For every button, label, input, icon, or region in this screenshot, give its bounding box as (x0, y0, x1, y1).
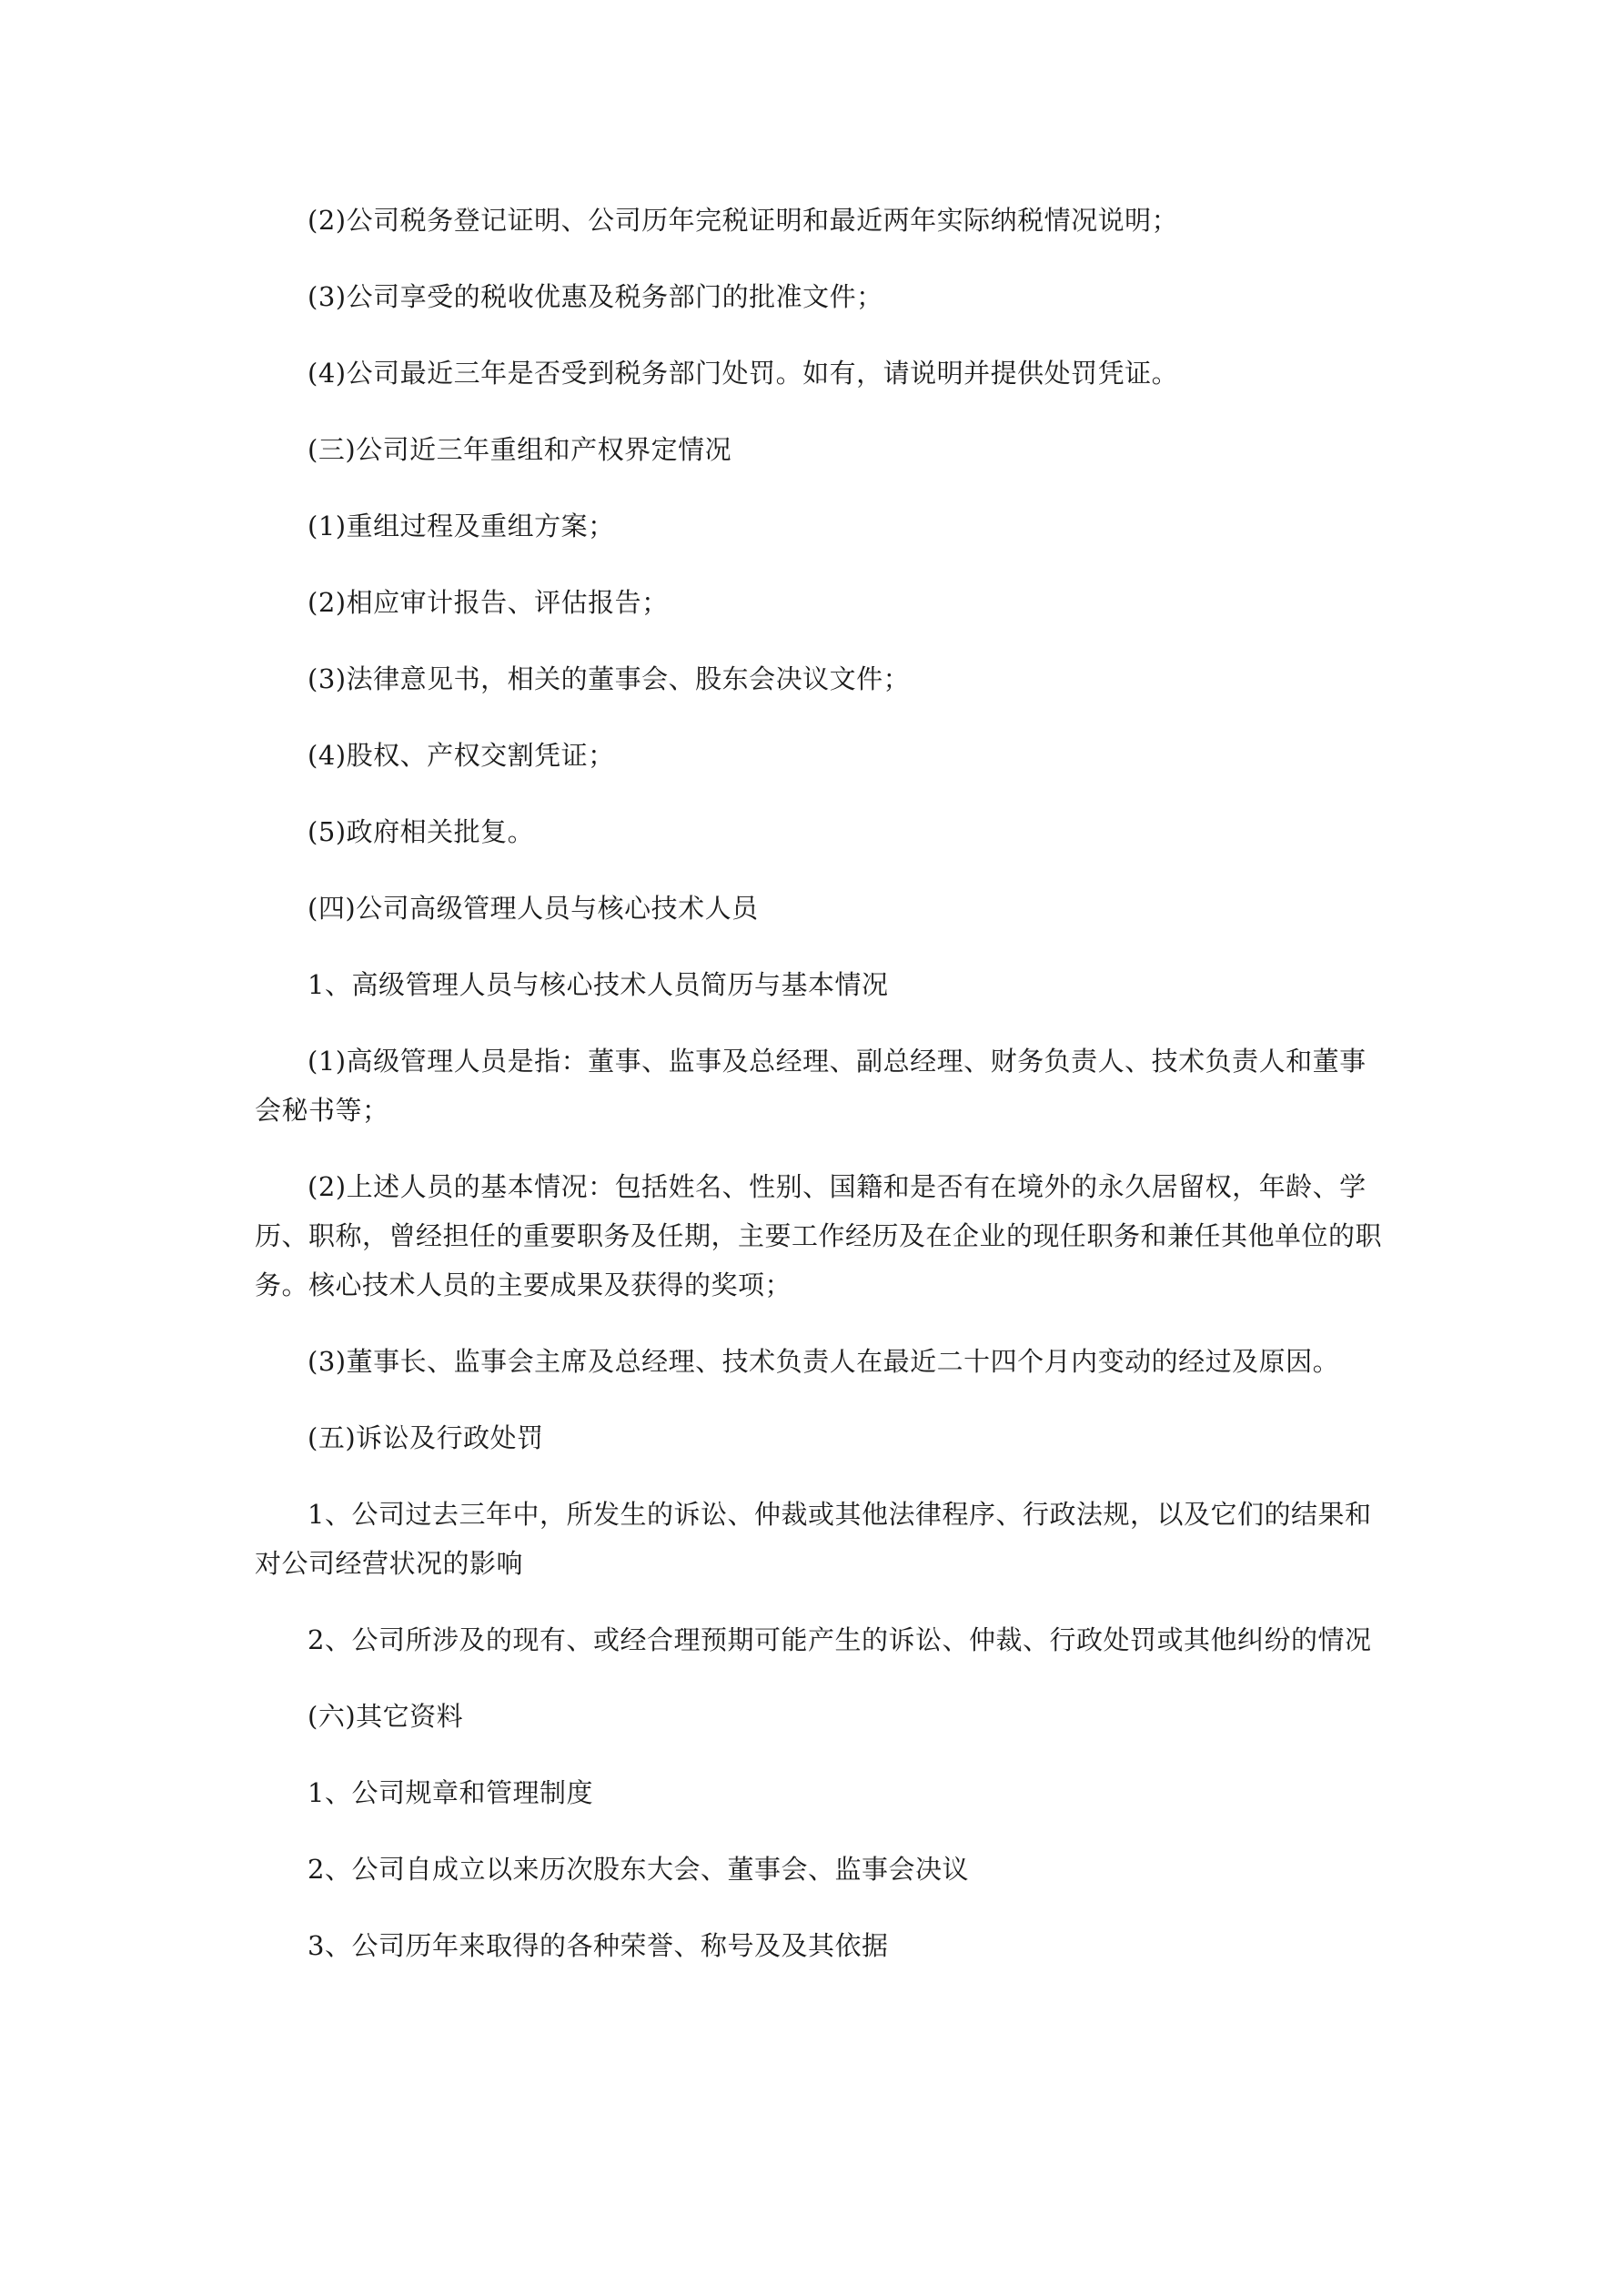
paragraph-past-litigation: 1、公司过去三年中，所发生的诉讼、仲裁或其他法律程序、行政法规，以及它们的结果和对公司经营状况的影响 (255, 1499, 1372, 1579)
section-heading-other: (六)其它资料 (308, 1701, 464, 1732)
paragraph-tax-penalties: (4)公司最近三年是否受到税务部门处罚。如有，请说明并提供处罚凭证。 (308, 358, 1179, 389)
paragraph-personnel-changes: (3)董事长、监事会主席及总经理、技术负责人在最近二十四个月内变动的经过及原因。 (308, 1346, 1340, 1377)
paragraph-government-approval: (5)政府相关批复。 (308, 816, 535, 847)
paragraph-personnel-info: (2)上述人员的基本情况：包括姓名、性别、国籍和是否有在境外的永久居留权，年龄、学历、职称，曾经担任的重要职务及任期，主要工作经历及在企业的现任职务和兼任其他单位的职务。核心技术人员的主要成果及获得的奖项； (255, 1171, 1383, 1300)
paragraph-equity-transfer: (4)股权、产权交割凭证； (308, 740, 615, 771)
section-heading-litigation: (五)诉讼及行政处罚 (308, 1422, 544, 1453)
paragraph-honors: 3、公司历年来取得的各种荣誉、称号及及其依据 (308, 1930, 889, 1961)
paragraph-regulations: 1、公司规章和管理制度 (308, 1777, 593, 1808)
paragraph-tax-incentives: (3)公司享受的税收优惠及税务部门的批准文件； (308, 281, 883, 312)
section-heading-management: (四)公司高级管理人员与核心技术人员 (308, 893, 759, 924)
paragraph-management-definition: (1)高级管理人员是指：董事、监事及总经理、副总经理、财务负责人、技术负责人和董事会秘书等； (255, 1046, 1367, 1126)
paragraph-audit-report: (2)相应审计报告、评估报告； (308, 587, 669, 618)
paragraph-tax-registration: (2)公司税务登记证明、公司历年完税证明和最近两年实际纳税情况说明； (308, 205, 1179, 236)
paragraph-resolutions: 2、公司自成立以来历次股东大会、董事会、监事会决议 (308, 1854, 969, 1885)
subheading-management-resumes: 1、高级管理人员与核心技术人员简历与基本情况 (308, 969, 889, 1000)
paragraph-current-litigation: 2、公司所涉及的现有、或经合理预期可能产生的诉讼、仲裁、行政处罚或其他纠纷的情况 (308, 1624, 1372, 1655)
paragraph-legal-opinion: (3)法律意见书，相关的董事会、股东会决议文件； (308, 663, 911, 694)
paragraph-restructuring-plan: (1)重组过程及重组方案； (308, 511, 615, 541)
document-body (255, 196, 1390, 1998)
section-heading-restructuring: (三)公司近三年重组和产权界定情况 (308, 434, 732, 465)
